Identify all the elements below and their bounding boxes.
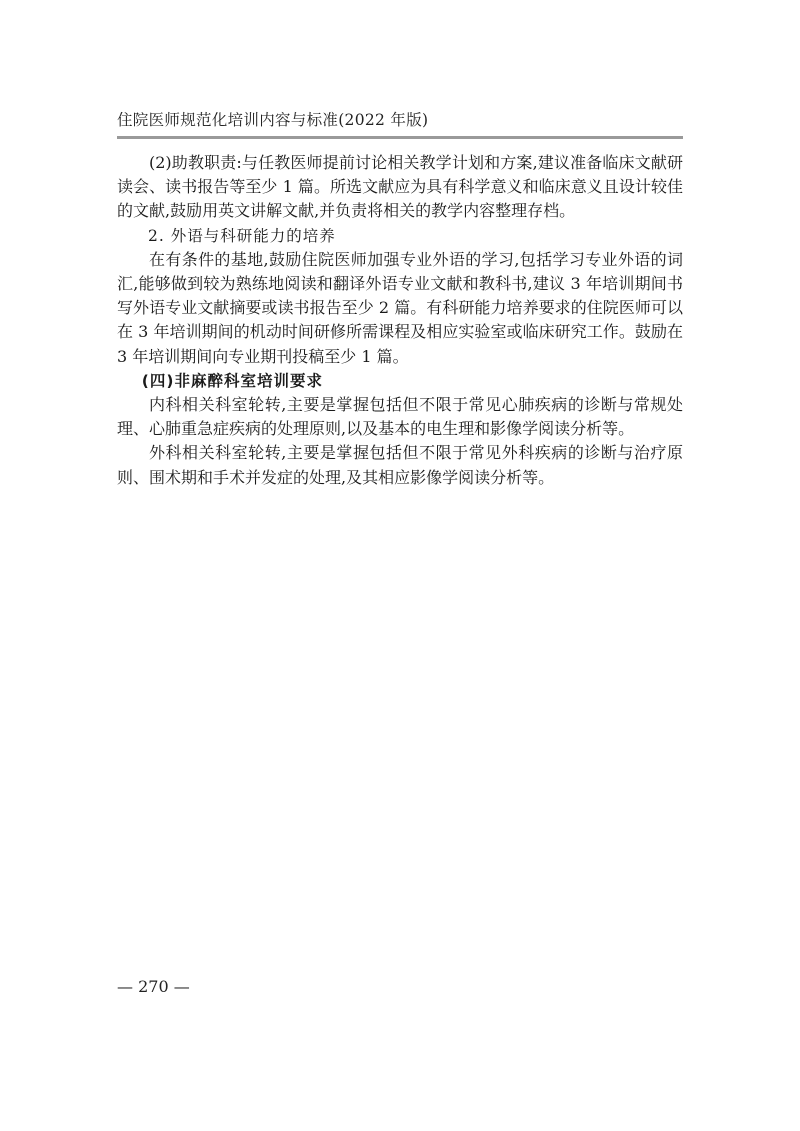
section-heading-foreign-language-research: 2. 外语与科研能力的培养 bbox=[148, 226, 336, 245]
page-body bbox=[117, 151, 683, 490]
running-header: 住院医师规范化培训内容与标准(2022 年版) bbox=[117, 111, 429, 129]
paragraph-internal-medicine-rotation: 内科相关科室轮转,主要是掌握包括但不限于常见心肺疾病的诊断与常规处理、心肺重急症疾病的处理原则,以及基本的电生理和影像学阅读分析等。 bbox=[117, 395, 683, 439]
page-number: — 270 — bbox=[117, 977, 190, 996]
header-rule bbox=[117, 136, 683, 139]
paragraph-surgery-rotation: 外科相关科室轮转,主要是掌握包括但不限于常见外科疾病的诊断与治疗原则、围术期和手术并发症的处理,及其相应影像学阅读分析等。 bbox=[117, 443, 683, 487]
paragraph-foreign-language-research: 在有条件的基地,鼓励住院医师加强专业外语的学习,包括学习专业外语的词汇,能够做到较为熟练地阅读和翻译外语专业文献和教科书,建议 3 年培训期间书写外语专业文献摘要或读书报告至少 2 篇。有科研能力培养要求的住院医师可以在 3 年培训期间的机动时间研修所需课程及相应实验室或临床研究工作。鼓励在 3 年培训期间向专业期刊投稿至少 1 篇。 bbox=[117, 249, 683, 366]
paragraph-teaching-assistant-duties: (2)助教职责:与任教医师提前讨论相关教学计划和方案,建议准备临床文献研读会、读书报告等至少 1 篇。所选文献应为具有科学意义和临床意义且设计较佳的文献,鼓励用英文讲解文献,并负责将相关的教学内容整理存档。 bbox=[117, 153, 683, 221]
section-heading-non-anesthesia-training: (四)非麻醉科室培训要求 bbox=[141, 371, 323, 390]
